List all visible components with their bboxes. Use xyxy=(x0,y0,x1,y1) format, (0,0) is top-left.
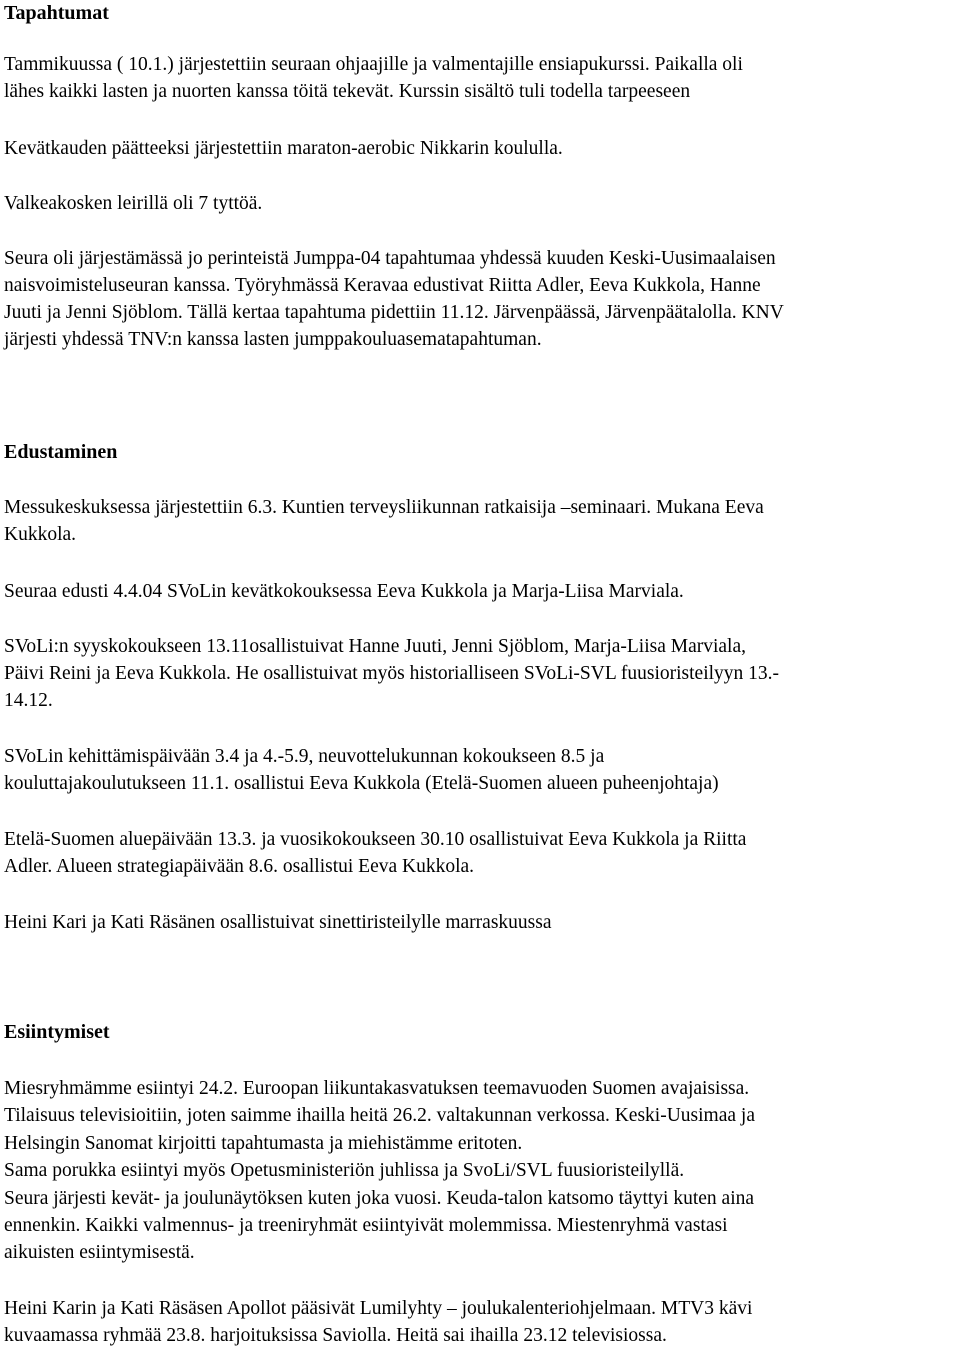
paragraph-jumppa-04 xyxy=(4,245,956,353)
text-line: Tilaisuus televisioitiin, joten saimme ihailla heitä 26.2. valtakunnan verkossa. Keski-Uusimaa ja xyxy=(4,1105,755,1127)
text-line: naisvoimisteluseuran kanssa. Työryhmässä Keravaa edustivat Riitta Adler, Eeva Kukkola, Hanne xyxy=(4,275,761,296)
paragraph-aluepaiva xyxy=(4,826,956,880)
text-line: Juuti ja Jenni Sjöblom. Tällä kertaa tapahtuma pidettiin 11.12. Järvenpäässä, Järvenpäätalolla. KNV xyxy=(4,302,784,323)
text-line: Helsingin Sanomat kirjoitti tapahtumasta ja miehistämme eritoten. xyxy=(4,1132,523,1154)
text-line: Tammikuussa ( 10.1.) järjestettiin seuraan ohjaajille ja valmentajille ensiapukurssi. Paikalla oli xyxy=(4,54,743,75)
text-line: ennenkin. Kaikki valmennus- ja treeniryhmät esiintyivät molemmissa. Miestenryhmä vastasi xyxy=(4,1215,728,1237)
paragraph-maraton-aerobic xyxy=(4,135,956,162)
text-line: Miesryhmämme esiintyi 24.2. Euroopan liikuntakasvatuksen teemavuoden Suomen avajaisissa. xyxy=(4,1078,750,1099)
text-line: SVoLi:n syyskokoukseen 13.11osallistuivat Hanne Juuti, Jenni Sjöblom, Marja-Liisa Marviala, xyxy=(4,636,747,657)
paragraph-kehittamispaiva xyxy=(4,743,956,797)
paragraph-valkeakoski-leiri xyxy=(4,190,956,217)
text-line: Messukeskuksessa järjestettiin 6.3. Kuntien terveysliikunnan ratkaisija –seminaari. Mukana Eeva xyxy=(4,497,764,518)
text-line: Kevätkauden päätteeksi järjestettiin maraton-aerobic Nikkarin koululla. xyxy=(4,138,563,159)
text-line: kuvaamassa ryhmää 23.8. harjoituksissa Saviolla. Heitä sai ihailla 23.12 televisiossa. xyxy=(4,1325,667,1346)
paragraph-syyskokous xyxy=(4,633,956,714)
text-line: Päivi Reini ja Eeva Kukkola. He osallistuivat myös historialliseen SVoLi-SVL fuusioristeilyyn 13.- xyxy=(4,663,780,684)
text-line: järjesti yhdessä TNV:n kanssa lasten jumppakouluasematapahtuman. xyxy=(4,329,542,350)
text-line: kouluttajakoulutukseen 11.1. osallistui Eeva Kukkola (Etelä-Suomen alueen puheenjohtaja) xyxy=(4,773,719,794)
text-line: Seura oli järjestämässä jo perinteistä Jumppa-04 tapahtumaa yhdessä kuuden Keski-Uusimaalaisen xyxy=(4,248,776,269)
text-line: Kukkola. xyxy=(4,524,77,545)
text-line: 14.12. xyxy=(4,690,53,711)
text-line: lähes kaikki lasten ja nuorten kanssa töitä tekevät. Kurssin sisältö tuli todella tarpeeseen xyxy=(4,81,691,102)
text-line: Heini Karin ja Kati Räsäsen Apollot pääsivät Lumilyhty – joulukalenteriohjelmaan. MTV3 kävi xyxy=(4,1298,753,1319)
section-heading-edustaminen: Edustaminen xyxy=(4,441,118,463)
paragraph-messukeskus-seminaari xyxy=(4,494,956,548)
paragraph-miesryhma xyxy=(4,1075,956,1267)
section-heading-tapahtumat: Tapahtumat xyxy=(4,2,109,24)
text-line: Heini Kari ja Kati Räsänen osallistuivat sinettiristeilylle marraskuussa xyxy=(4,912,552,933)
text-line: Adler. Alueen strategiapäivään 8.6. osallistui Eeva Kukkola. xyxy=(4,856,475,877)
text-line: Seuraa edusti 4.4.04 SVoLin kevätkokouksessa Eeva Kukkola ja Marja-Liisa Marviala. xyxy=(4,581,684,602)
paragraph-kevatkokous xyxy=(4,578,956,605)
text-line: aikuisten esiintymisestä. xyxy=(4,1242,195,1264)
text-line: Seura järjesti kevät- ja joulunäytöksen kuten joka vuosi. Keuda-talon katsomo täyttyi kuten aina xyxy=(4,1187,755,1209)
text-line: SVoLin kehittämispäivään 3.4 ja 4.-5.9, neuvottelukunnan kokoukseen 8.5 ja xyxy=(4,746,605,767)
paragraph-ensiapukurssi xyxy=(4,51,956,105)
paragraph-lumilyhty xyxy=(4,1295,956,1349)
paragraph-sinettiristeily xyxy=(4,909,956,936)
section-heading-esiintymiset: Esiintymiset xyxy=(4,1021,110,1043)
text-line: Valkeakosken leirillä oli 7 tyttöä. xyxy=(4,193,263,214)
text-line: Etelä-Suomen aluepäivään 13.3. ja vuosikokoukseen 30.10 osallistuivat Eeva Kukkola ja Riitta xyxy=(4,829,747,850)
text-line: Sama porukka esiintyi myös Opetusministeriön juhlissa ja SvoLi/SVL fuusioristeilyllä. xyxy=(4,1160,685,1182)
